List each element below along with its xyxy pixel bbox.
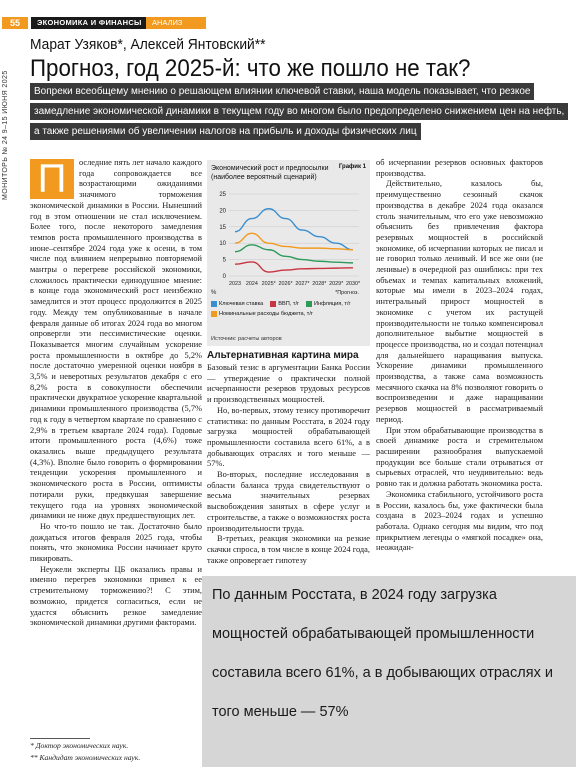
article-title: Прогноз, год 2025-й: что же пошло не так? xyxy=(30,55,471,82)
y-tick-label: 5 xyxy=(222,257,226,264)
subsection-label: АНАЛИЗ xyxy=(146,17,206,29)
drop-cap: П xyxy=(30,159,74,199)
legend-item xyxy=(211,300,263,308)
series-line xyxy=(235,262,353,272)
legend-item xyxy=(211,310,313,318)
issue-label: МОНИТОРЬ № 24 9–15 ИЮНЯ 2025 xyxy=(2,70,9,200)
column-1 xyxy=(30,158,202,629)
footnote-1: * Доктор экономических наук. xyxy=(30,741,129,750)
column-2 xyxy=(207,350,370,566)
page-header xyxy=(0,17,576,29)
legend-item xyxy=(306,300,351,308)
paragraph: оследние пять лет начало каждого года сопровождается все возрастающими ожиданиями значимого торможения экономической динамики в России. Нынешний год в этом отношении не стал исключением. Более того, после некоторого замедления темпов роста промышленного производства в июне–сентябре 2024 года уже к осени, в том числе под влиянием непрерывно повторяемой мантры о перегреве российской экономики, сложилось практически единодушное мнение: в конце года экономический рост неизбежно замедлится и этот процесс продолжится в 2025 году. Между тем опубликованные в начале февраля данные об итогах 2024 года во многом опровергли эти пессимистические оценки. Показывается многим случайным ускорение роста промышленности в октябре до 5,2% после достаточно умеренной оценки ноября в 3,5% и неверотных результатов декабря с его 8,2% роста в совокупности обеспечили практически двукратное ускорение квартальной динамики промышленного производства (5,7% год к году в четвертом квартале по сравнению с 2,9% в третьем квартале 2024 года). Годовые итоги промышленного роста (4,6%) тоже оказались выше предыдущего результата (4,3%). Вполне было говорить о формировании тенденции ускорения промышленного и экономического роста в России, оптимисты потирали руки, предвкушая завершение текущего года на уровнях экономической динамики не ниже двух предшествующих лет. xyxy=(30,158,202,521)
x-tick-label: 2027* xyxy=(295,281,310,287)
footnote-rule xyxy=(30,738,90,739)
chart-legend xyxy=(211,300,369,320)
column-3 xyxy=(376,158,543,554)
x-tick-label: 2023 xyxy=(229,281,241,287)
section-label: ЭКОНОМИКА И ФИНАНСЫ xyxy=(31,17,146,29)
chart-unit: % xyxy=(211,290,217,296)
paragraph: Базовый тезис в аргументации Банка России — утверждение о практически полной исчерпанности резервов трудовых ресурсов и производственных мощностей. xyxy=(207,363,370,405)
legend-label: ВВП, т/г xyxy=(278,301,300,307)
legend-label: Ключевая ставка xyxy=(219,301,264,307)
paragraph: Во-вторых, последние исследования в области баланса труда свидетельствуют о весьма значительных резервах высвобождения занятых в сфере услуг и строительстве, а также о возможностях роста производительности труда. xyxy=(207,470,370,533)
paragraph: Действительно, казалось бы, преимущественно сезонный скачок производства в декабре 2024 года оказался столь значительным, что его уже невозможно объяснить без привлечения фактора резервных мощностей в российской экономике, об исчерпании которых не писал и не говорил только ленивый. И все же они (не ленивые) в очередной раз ошиблись: при тех объемах и темпах капитальных вложений, которые мы имели в 2023–2024 годах, интегральный прирост мощностей в экономике с учетом их растущей производительности не только компенсировал дополнительное выбытие мощностей в процессе производства, но и создал потенциал для дальнейшего наращивания выпуска. Ускорение динамики промышленного производства, а также сама возможность месячного скачка на 8% позволяют говорить о воспроизведении и даже наращивании резервов мощностей в рассматриваемый период. xyxy=(376,179,543,424)
pull-quote xyxy=(202,576,576,767)
y-tick-label: 15 xyxy=(219,224,226,231)
paragraph: Экономика стабильного, устойчивого роста в России, казалось бы, уже фактически была создана в 2023–2024 годах и успешно работала. Однако сегодня мы видим, что под прикрытием легенды о «мягкой посадке» она, неожидан- xyxy=(376,489,543,553)
chart-box xyxy=(207,160,370,346)
legend-swatch xyxy=(306,301,312,307)
paragraph: В-третьих, реакция экономики на резкие скачки спроса, в том числе в конце 2024 года, также опровергает гипотезу xyxy=(207,534,370,565)
y-tick-label: 0 xyxy=(222,274,226,280)
legend-label: Номинальные расходы бюджета, т/г xyxy=(219,311,313,317)
x-tick-label: 2025* xyxy=(261,281,276,287)
x-tick-label: 2026* xyxy=(278,281,293,287)
y-tick-label: 10 xyxy=(219,241,226,248)
x-tick-label: 2030* xyxy=(345,281,361,287)
x-tick-label: 2028* xyxy=(312,281,327,287)
legend-swatch xyxy=(211,311,217,317)
series-line xyxy=(235,209,353,250)
section-heading: Альтернативная картина мира xyxy=(207,350,359,361)
side-label xyxy=(0,32,16,202)
footnote-2: ** Кандидат экономических наук. xyxy=(30,753,141,762)
forecast-note: *Прогноз. xyxy=(335,290,359,296)
lead-text: Вопреки всеобщему мнению о решающем влиянии ключевой ставки, наша модель показывает, что резкое замедление экономической динамики в текущем году во многом было предопределено снижением цен на нефть, а также решениями об увеличении налогов на прибыль и доходы физических лиц xyxy=(30,83,568,140)
chart-tag: График 1 xyxy=(338,164,366,170)
paragraph: об исчерпании резервов основных факторов производства. xyxy=(376,158,543,178)
legend-swatch xyxy=(211,301,217,307)
legend-label: Инфляция, т/г xyxy=(314,301,351,307)
paragraph: При этом обрабатывающие производства в своей динамике роста и стремительном расширении разнообразия выпускаемой продукции все больше стали отрываться от сырьевых отраслей, что неудивительно: ведь ровно так и должна работать экономика роста. xyxy=(376,425,543,489)
paragraph: Но что-то пошло не так. Достаточно было дождаться итогов февраля 2025 года, чтобы понять, что экономика России начинает круто пикировать. xyxy=(30,521,202,564)
page-number: 55 xyxy=(2,17,28,29)
chart-source: Источник: расчеты авторов xyxy=(211,336,282,342)
paragraph: Неужели эксперты ЦБ оказались правы и именно перегрев экономики привел к ее стремительному торможению?! С этим, возможно, придется согласиться, если не удастся объяснить резкое замедление экономической динамики другими факторами. xyxy=(30,564,202,628)
series-line xyxy=(235,233,353,249)
y-tick-label: 20 xyxy=(219,208,226,215)
article-lead xyxy=(30,82,565,142)
chart-title: Экономический рост и предпосылки (наиболее вероятный сценарий) xyxy=(211,165,329,181)
legend-swatch xyxy=(270,301,276,307)
x-tick-label: 2024 xyxy=(245,281,258,287)
y-tick-label: 25 xyxy=(219,192,226,198)
article-authors: Марат Узяков*, Алексей Янтовский** xyxy=(30,36,266,53)
legend-item xyxy=(270,300,299,308)
paragraph: Но, во-первых, этому тезису противоречит статистика: по данным Росстата, в 2024 году загрузка мощностей обрабатывающей промышленности составила всего 61%, а в добывающих отраслях и того меньше — 57%. xyxy=(207,405,370,469)
pull-quote-text: По данным Росстата, в 2024 году загрузка мощностей обрабатывающей промышленности составила всего 61%, а в добывающих отраслях и того меньше — 57% xyxy=(212,587,553,720)
x-tick-label: 2029* xyxy=(329,281,344,287)
